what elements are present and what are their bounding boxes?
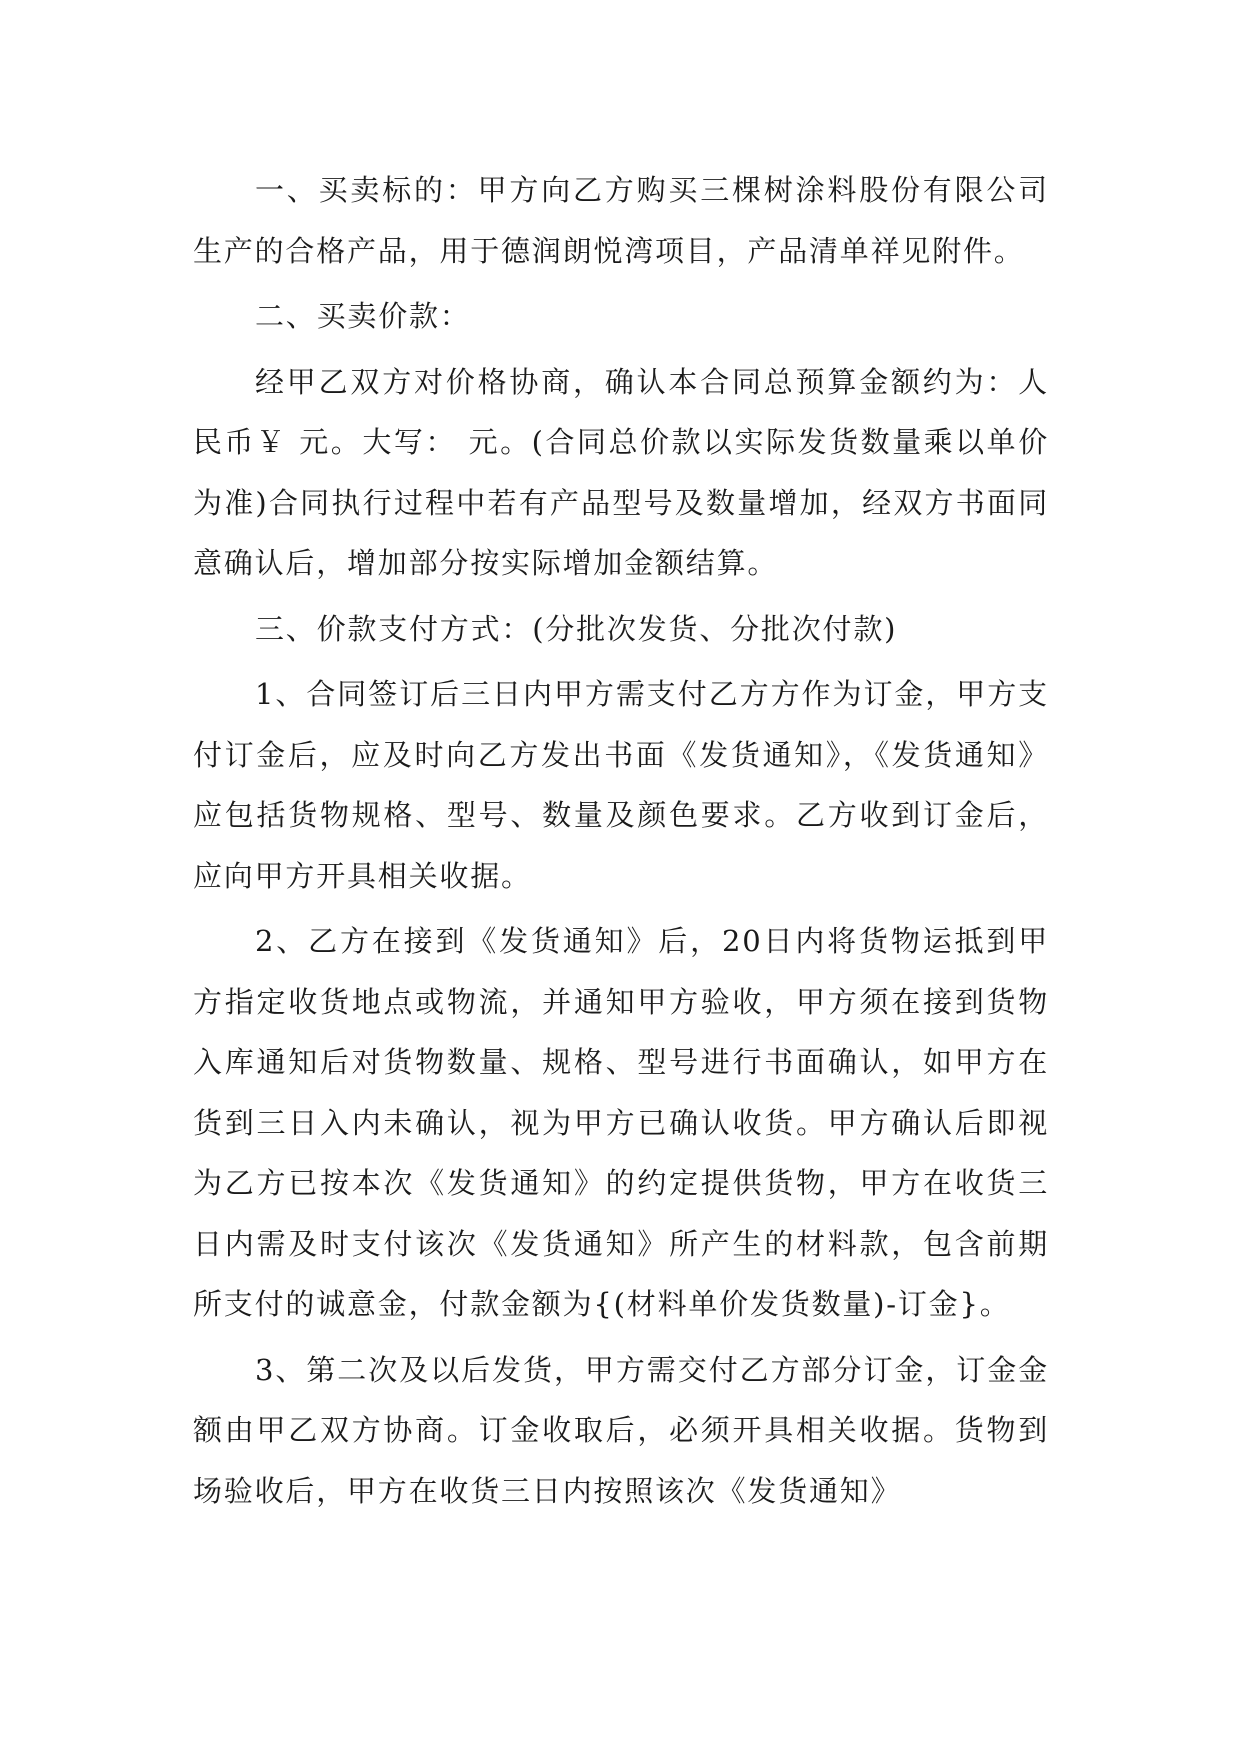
paragraph-payment-clause-2: 2、乙方在接到《发货通知》后，20日内将货物运抵到甲方指定收货地点或物流，并通知甲方验收，甲方须在接到货物入库通知后对货物数量、规格、型号进行书面确认，如甲方在货到三日入内未确认，视为甲方已确认收货。甲方确认后即视为乙方已按本次《发货通知》的约定提供货物，甲方在收货三日内需及时支付该次《发货通知》所产生的材料款，包含前期所支付的诚意金，付款金额为{(材料单价发货数量)-订金}。 (193, 924, 1049, 1321)
paragraph-subject-of-sale: 一、买卖标的：甲方向乙方购买三棵树涂料股份有限公司生产的合格产品，用于德润朗悦湾项目，产品清单祥见附件。 (193, 173, 1049, 268)
paragraph-payment-clause-1: 1、合同签订后三日内甲方需支付乙方方作为订金，甲方支付订金后，应及时向乙方发出书面《发货通知》，《发货通知》应包括货物规格、型号、数量及颜色要求。乙方收到订金后，应向甲方开具相关收据。 (193, 677, 1049, 893)
paragraph-price-heading: 二、买卖价款： (255, 299, 471, 333)
document-body (193, 160, 1049, 1526)
paragraph-payment-clause-3: 3、第二次及以后发货，甲方需交付乙方部分订金，订金金额由甲乙双方协商。订金收取后，必须开具相关收据。货物到场验收后，甲方在收货三日内按照该次《发货通知》 (193, 1352, 1049, 1508)
paragraph-price-terms: 经甲乙双方对价格协商，确认本合同总预算金额约为：人民币￥ 元。大写： 元。(合同总价款以实际发货数量乘以单价为准)合同执行过程中若有产品型号及数量增加，经双方书面同意确认后，增加部分按实际增加金额结算。 (193, 364, 1049, 580)
paragraph-payment-heading: 三、价款支付方式：(分批次发货、分批次付款) (255, 611, 898, 646)
